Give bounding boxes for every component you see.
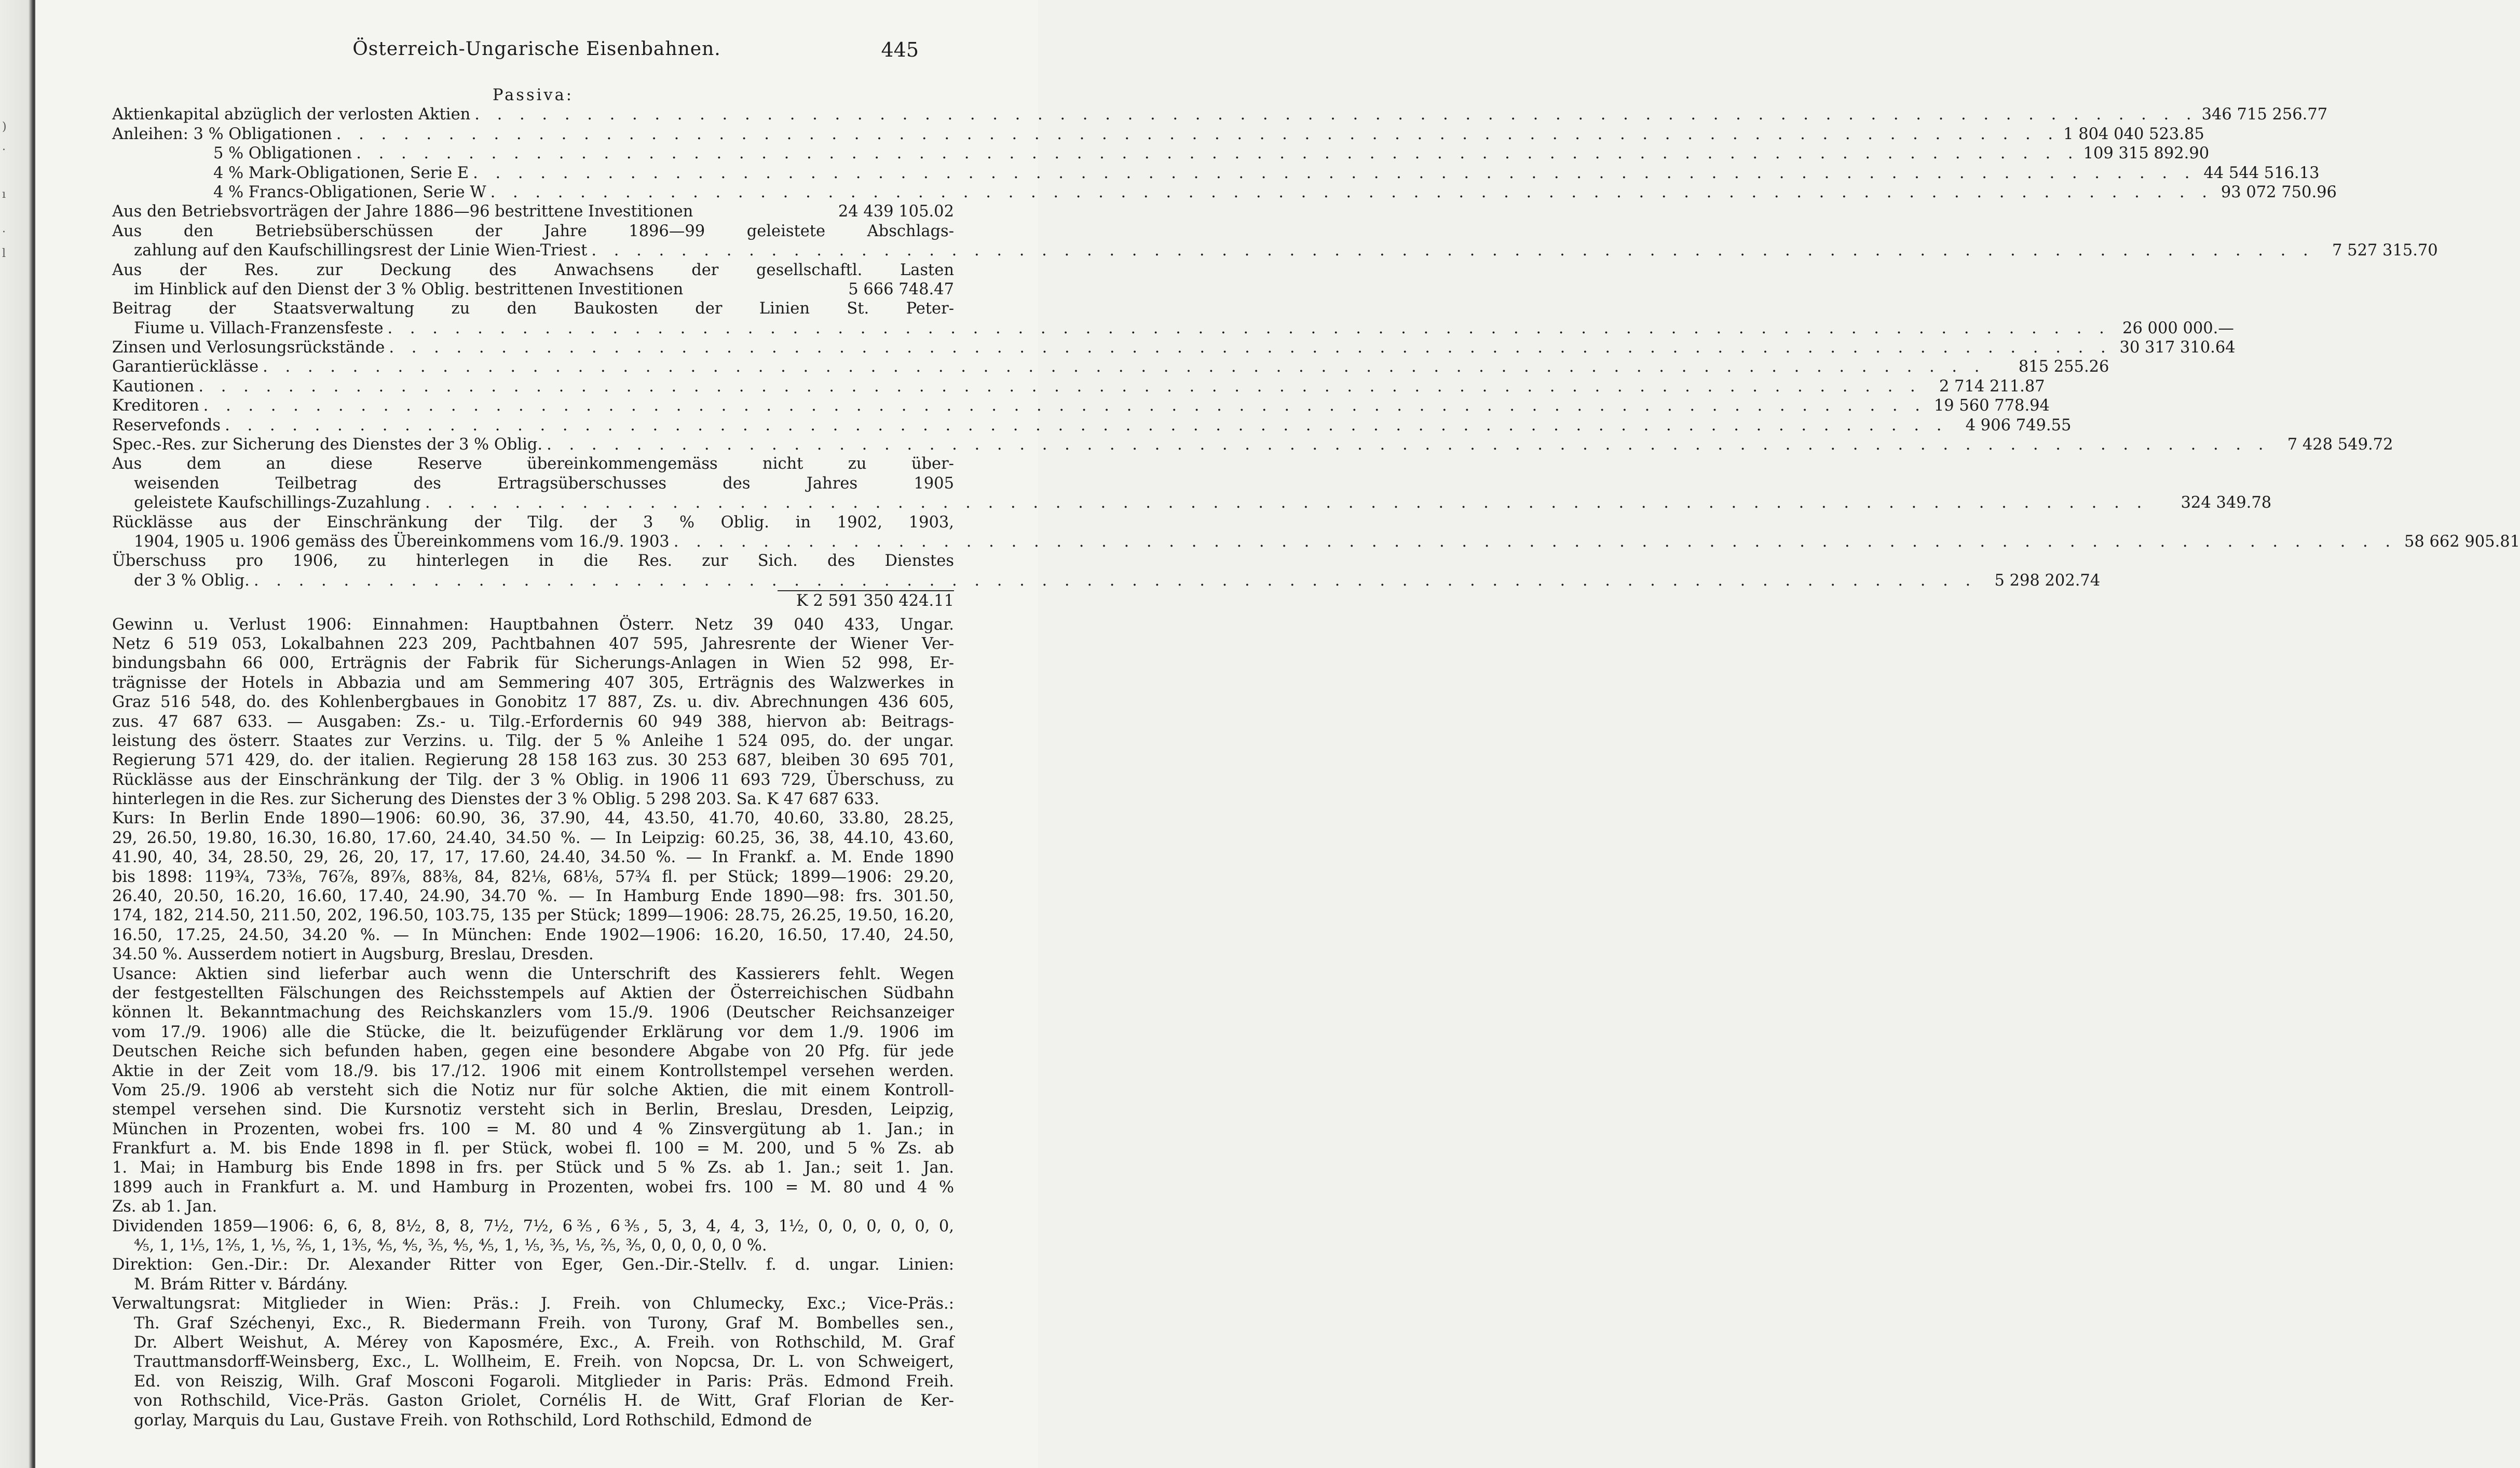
passiva-label: Reservefonds [112,416,221,434]
passiva-amount: 19 560 778.94 [1933,397,2050,415]
passiva-label: Kreditoren [112,397,199,415]
edge-mark: ) [2,120,7,133]
passiva-line: Aus dem an diese Reserve übereinkommengemäss nicht zu über- [112,455,954,473]
section-line: Dr. Albert Weishut, A. Mérey von Kaposmére, Exc., A. Freih. von Rothschild, M. Graf [134,1334,954,1352]
passiva-entry [112,183,2337,202]
passiva-amount: 346 715 256.77 [2201,105,2328,124]
passiva-label: 1904, 1905 u. 1906 gemäss des Übereinkommens vom 16./9. 1903 [134,532,670,551]
section-line: Trauttmansdorff-Weinsberg, Exc., L. Wollheim, E. Freih. von Nopcsa, Dr. L. von Schweigert, [134,1353,954,1371]
passiva-line: Beitrag der Staatsverwaltung zu den Baukosten der Linien St. Peter- [112,300,954,318]
section-line: Gewinn u. Verlust 1906: Einnahmen: Hauptbahnen Österr. Netz 39 040 433, Ungar. [112,615,954,634]
passiva-label: Kautionen [112,377,195,396]
dot-leader [473,164,2196,183]
passiva-line: Überschuss pro 1906, zu hinterlegen in die Res. zur Sich. des Dienstes [112,552,954,570]
section-line: München in Prozenten, wobei frs. 100 = M. 80 und 4 % Zinsvergütung ab 1. Jan.; in [112,1120,954,1138]
passiva-line: Rücklässe aus der Einschränkung der Tilg. der 3 % Oblig. in 1902, 1903, [112,513,954,532]
section-line: 1. Mai; in Hamburg bis Ende 1898 in frs. per Stück und 5 % Zs. ab 1. Jan.; seit 1. Jan. [112,1159,954,1177]
passiva-entry [112,164,2320,183]
section-line: Deutschen Reiche sich befunden haben, gegen eine besondere Abgabe von 20 Pfg. für jede [112,1042,954,1061]
passiva-amount: 5 298 202.74 [1994,571,2101,590]
section-line: Ed. von Reiszig, Wilh. Graf Mosconi Fogaroli. Mitglieder in Paris: Präs. Edmond Freih. [134,1372,954,1391]
section-line: Kurs: In Berlin Ende 1890—1906: 60.90, 36, 37.90, 44, 43.50, 41.70, 40.60, 33.80, 28.25, [112,809,954,828]
passiva-label: Aktienkapital abzüglich der verlosten Aktien [112,105,471,124]
edge-mark: . [2,140,6,153]
passiva-amount: 4 906 749.55 [1965,416,2072,434]
section-line: Regierung 571 429, do. der italien. Regierung 28 158 163 zus. 30 253 687, bleiben 30 695 701, [112,751,954,770]
section-line: der festgestellten Fälschungen des Reichsstempels auf Aktien der Österreichischen Südbahn [112,984,954,1002]
passiva-label: Fiume u. Villach-Franzensfeste [134,319,384,337]
section-line: Frankfurt a. M. bis Ende 1898 in fl. per Stück, wobei fl. 100 = M. 200, und 5 % Zs. ab [112,1139,954,1158]
section-line: Aktie in der Zeit vom 18./9. bis 17./12. 1906 mit einem Kontrollstempel versehen werden. [112,1062,954,1080]
section-line: Netz 6 519 053, Lokalbahnen 223 209, Pachtbahnen 407 595, Jahresrente der Wiener Ver- [112,634,954,653]
section-line: Zs. ab 1. Jan. [112,1198,217,1216]
passiva-amount: 1 804 040 523.85 [2063,125,2204,143]
passiva-line: Aus der Res. zur Deckung des Anwachsens der gesellschaftl. Lasten [112,261,954,279]
dot-leader [674,532,2396,551]
passiva-entry [112,241,2438,260]
passiva-label: geleistete Kaufschillings-Zuzahlung [134,494,421,512]
text-sections [112,615,954,1430]
section-line: bis 1898: 119¾, 73⅜, 76⅞, 89⅞, 88⅜, 84, 82⅛, 68⅛, 57¾ fl. per Stück; 1899—1906: 29.20, [112,867,954,886]
edge-mark: l [2,247,6,260]
section-line: zus. 47 687 633. — Ausgaben: Zs.- u. Tilg.-Erfordernis 60 949 388, hiervon ab: Beitrags- [112,712,954,731]
section-line: Vom 25./9. 1906 ab versteht sich die Notiz nur für solche Aktien, die mit einem Kontroll- [112,1081,954,1099]
dot-leader [336,125,2059,144]
section-line: 26.40, 20.50, 16.20, 16.60, 17.40, 24.90, 34.70 %. — In Hamburg Ende 1890—98: frs. 301.50, [112,887,954,906]
dot-leader [425,493,2148,512]
section-line: vom 17./9. 1906) alle die Stücke, die lt. beizufügender Erklärung vor dem 1./9. 1906 im [112,1023,954,1041]
passiva-entry [112,280,954,299]
passiva-entry [112,144,2210,163]
passiva-entry [112,377,2045,396]
passiva-total: K 2 591 350 424.11 [796,592,954,610]
passiva-amount: 815 255.26 [2018,358,2109,376]
section-line: trägnisse der Hotels in Abbazia und am Semmering 407 305, Erträgnis des Walzwerkes in [112,673,954,692]
passiva-entry [112,125,2204,144]
passiva-amount: 26 000 000.— [2122,319,2234,337]
passiva-amount: 7 428 549.72 [2287,436,2393,454]
page-number: 445 [881,38,919,61]
section-line: Direktion: Gen.-Dir.: Dr. Alexander Ritter von Eger, Gen.-Dir.-Stellv. f. d. ungar. Linien: [112,1256,954,1274]
passiva-entry [112,338,2236,357]
passiva-amount: 30 317 310.64 [2119,338,2236,357]
section-line: bindungsbahn 66 000, Erträgnis der Fabrik für Sicherungs-Anlagen in Wien 52 998, Er- [112,654,954,673]
passiva-line: Aus den Betriebsüberschüssen der Jahre 1896—99 geleistete Abschlags- [112,222,954,240]
section-usance [112,964,954,1217]
passiva-entry [112,435,2393,454]
dot-leader [491,183,2213,202]
page-content [112,86,2520,1430]
section-line: 29, 26.50, 19.80, 16.30, 16.80, 17.60, 24.40, 34.50 %. — In Leipzig: 60.25, 36, 38, 44.10, 43.60, [112,828,954,847]
passiva-amount: 5 666 748.47 [848,280,954,298]
dot-leader [203,396,1926,415]
dot-leader [254,571,1977,590]
dot-leader [388,319,2110,338]
section-line: 174, 182, 214.50, 211.50, 202, 196.50, 103.75, 135 per Stück; 1899—1906: 28.75, 26.25, 19.50, 16.20, [112,906,954,925]
passiva-label: 4 % Mark-Obligationen, Serie E [213,164,469,182]
passiva-amount: 2 714 211.87 [1939,377,2045,396]
passiva-entry [112,532,2520,551]
passiva-label: 4 % Francs-Obligationen, Serie W [213,183,486,201]
section-line: Verwaltungsrat: Mitglieder in Wien: Präs.: J. Freih. von Chlumecky, Exc.; Vice-Präs.: [112,1295,954,1313]
passiva-label: Spec.-Res. zur Sicherung des Dienstes der 3 % Oblig. [112,436,543,454]
dot-leader [263,357,1985,376]
dot-leader [389,338,2112,357]
passiva-label: der 3 % Oblig. [134,571,250,590]
section-line: Graz 516 548, do. des Kohlenbergbaues in Gonobitz 17 887, Zs. u. div. Abrechnungen 436 605, [112,693,954,712]
edge-mark: · [2,226,6,239]
section-line: Dividenden 1859—1906: 6, 6, 8, 8½, 8, 8, 7½, 7½, 6⅗, 6⅗, 5, 3, 4, 4, 3, 1½, 0, 0, 0, 0, 0, 0, [112,1217,954,1235]
passiva-title: Passiva: [492,86,574,104]
passiva-amount: 93 072 750.96 [2221,183,2337,201]
passiva-amount: 7 527 315.70 [2332,241,2438,260]
section-line: Th. Graf Széchenyi, Exc., R. Biedermann Freih. von Turony, Graf M. Bombelles sen., [134,1314,954,1333]
section-direktion [112,1255,954,1294]
dot-leader [547,435,2269,454]
passiva-entry [112,396,2050,415]
running-header: Österreich-Ungarische Eisenbahnen. [352,38,721,60]
edge-mark: ı [2,188,6,201]
passiva-line: weisenden Teilbetrag des Ertragsüberschusses des Jahres 1905 [134,474,954,493]
passiva-amount: 58 662 905.81 [2404,532,2520,551]
section-line: M. Brám Ritter v. Bárdány. [134,1275,348,1294]
dot-leader [225,416,1947,435]
passiva-entry [112,571,2101,590]
passiva-label: zahlung auf den Kaufschillingsrest der Linie Wien-Triest [134,241,588,260]
section-dividenden [112,1217,954,1256]
document-page [35,0,2520,1468]
passiva-entry [112,416,2072,435]
section-line: hinterlegen in die Res. zur Sicherung des Dienstes der 3 % Oblig. 5 298 203. Sa. K 47 687 633. [112,790,879,809]
passiva-label: im Hinblick auf den Dienst der 3 % Oblig. bestrittenen Investitionen [134,280,684,298]
passiva-entry [112,493,2272,512]
passiva-amount: 44 544 516.13 [2203,164,2320,182]
passiva-amount: 324 349.78 [2181,494,2272,512]
section-line: gorlay, Marquis du Lau, Gustave Freih. von Rothschild, Lord Rothschild, Edmond de [134,1411,812,1430]
passiva-label: Aus den Betriebsvorträgen der Jahre 1886—96 bestrittene Investitionen [112,202,693,221]
section-line: leistung des österr. Staates zur Verzins. u. Tilg. der 5 % Anleihe 1 524 095, do. der ungar. [112,731,954,750]
section-line: 41.90, 40, 34, 28.50, 29, 26, 20, 17, 17, 17.60, 24.40, 34.50 %. — In Frankf. a. M. Ende 1890 [112,848,954,867]
section-line: 34.50 %. Ausserdem notiert in Augsburg, Breslau, Dresden. [112,945,594,964]
section-line: Rücklässe aus der Einschränkung der Tilg. der 3 % Oblig. in 1906 11 693 729, Überschuss, zu [112,770,954,789]
passiva-entry [112,105,2328,124]
passiva-label: Anleihen: 3 % Obligationen [112,125,332,143]
section-line: 16.50, 17.25, 24.50, 34.20 %. — In München: Ende 1902—1906: 16.20, 16.50, 17.40, 24.50, [112,926,954,944]
section-verwaltungsrat [112,1294,954,1430]
passiva-label: Garantierücklässe [112,358,259,376]
passiva-entry [112,357,2109,376]
passiva-entry [112,202,954,221]
dot-leader [591,241,2314,260]
section-kurs [112,809,954,964]
dot-leader [198,377,1921,396]
passiva-entry [112,319,2234,338]
dot-leader [474,105,2197,124]
passiva-amount: 109 315 892.90 [2083,144,2210,163]
section-line: von Rothschild, Vice-Präs. Gaston Griolet, Cornélis H. de Witt, Graf Florian de Ker- [134,1392,954,1410]
dot-leader [356,144,2079,163]
passiva-label: Zinsen und Verlosungsrückstände [112,338,385,357]
passiva-list [112,105,2520,590]
section-line: können lt. Bekanntmachung des Reichskanzlers vom 15./9. 1906 (Deutscher Reichsanzeiger [112,1003,954,1022]
section-line: Usance: Aktien sind lieferbar auch wenn die Unterschrift des Kassierers fehlt. Wegen [112,964,954,983]
section-line: 1899 auch in Frankfurt a. M. und Hamburg in Prozenten, wobei frs. 100 = M. 80 und 4 % [112,1178,954,1197]
section-gewinn [112,615,954,809]
passiva-label: 5 % Obligationen [213,144,352,163]
section-line: stempel versehen sind. Die Kursnotiz versteht sich in Berlin, Breslau, Dresden, Leipzig, [112,1100,954,1119]
passiva-amount: 24 439 105.02 [838,202,954,221]
section-line: ⅘, 1, 1⅕, 1⅖, 1, ⅕, ⅖, 1, 1⅗, ⅘, ⅘, ⅗, ⅘, ⅘, 1, ⅕, ⅗, ⅕, ⅖, ⅗, 0, 0, 0, 0, 0 %. [134,1236,767,1255]
